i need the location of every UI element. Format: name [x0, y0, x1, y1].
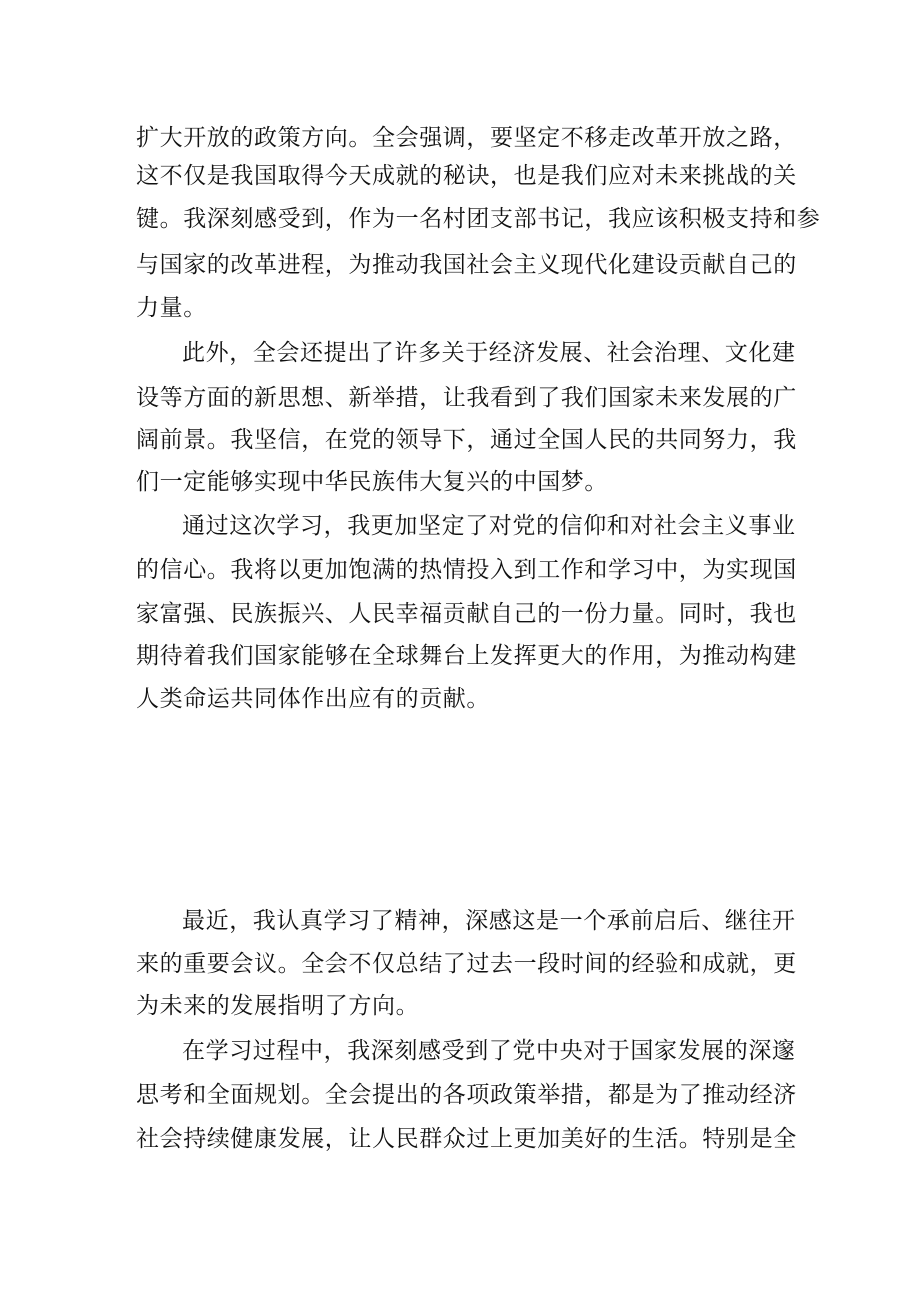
paragraph-line: 为未来的发展指明了方向。	[136, 993, 420, 1019]
paragraph-line: 人类命运共同体作出应有的贡献。	[136, 686, 490, 712]
paragraph-line: 阔前景。我坚信，在党的领导下，通过全国人民的共同努力，我	[136, 427, 797, 453]
paragraph-line: 与国家的改革进程，为推动我国社会主义现代化建设贡献自己的	[136, 252, 797, 278]
paragraph-line: 在学习过程中，我深刻感受到了党中央对于国家发展的深邃	[182, 1038, 796, 1064]
paragraph-line: 来的重要会议。全会不仅总结了过去一段时间的经验和成就，更	[136, 951, 797, 977]
paragraph-line: 的信心。我将以更加饱满的热情投入到工作和学习中，为实现国	[136, 557, 797, 583]
paragraph-line: 家富强、民族振兴、人民幸福贡献自己的一份力量。同时，我也	[136, 601, 797, 627]
paragraph-line: 设等方面的新思想、新举措，让我看到了我们国家未来发展的广	[136, 385, 797, 411]
paragraph-line: 扩大开放的政策方向。全会强调，要坚定不移走改革开放之路，	[136, 125, 797, 151]
paragraph-line: 这不仅是我国取得今天成就的秘诀，也是我们应对未来挑战的关	[136, 163, 797, 189]
paragraph-line: 通过这次学习，我更加坚定了对党的信仰和对社会主义事业	[182, 513, 796, 539]
paragraph-line: 社会持续健康发展，让人民群众过上更加美好的生活。特别是全	[136, 1126, 797, 1152]
paragraph-line: 思考和全面规划。全会提出的各项政策举措，都是为了推动经济	[136, 1082, 797, 1108]
paragraph-line: 键。我深刻感受到，作为一名村团支部书记，我应该积极支持和参	[136, 206, 821, 232]
paragraph-line: 最近，我认真学习了精神，深感这是一个承前启后、继往开	[182, 908, 796, 934]
paragraph-line: 们一定能够实现中华民族伟大复兴的中国梦。	[136, 469, 608, 495]
paragraph-line: 此外，全会还提出了许多关于经济发展、社会治理、文化建	[182, 340, 796, 366]
paragraph-line: 力量。	[136, 295, 207, 321]
paragraph-line: 期待着我们国家能够在全球舞台上发挥更大的作用，为推动构建	[136, 643, 797, 669]
